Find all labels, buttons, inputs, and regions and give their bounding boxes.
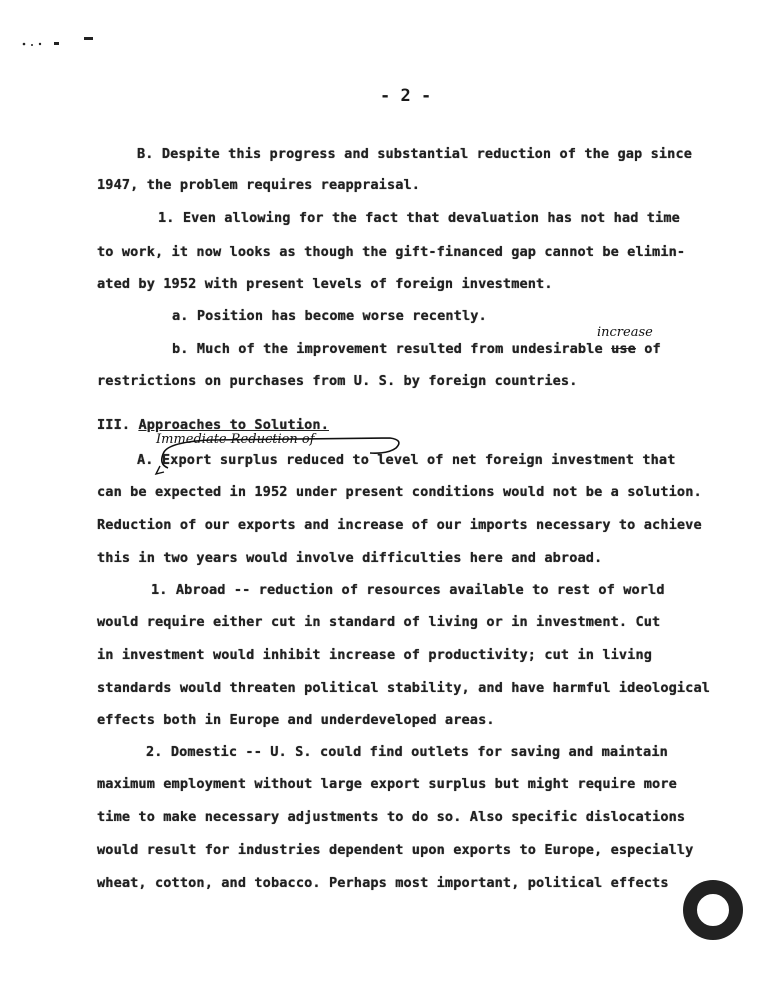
text-line: would result for industries dependent upon exports to Europe, especially	[97, 842, 694, 858]
text-line: 2. Domestic -- U. S. could find outlets for saving and maintain	[146, 744, 668, 760]
struck-word: use	[611, 341, 636, 357]
text-line: would require either cut in standard of living or in investment. Cut	[97, 614, 661, 630]
section-number: III.	[97, 417, 131, 433]
text-line: this in two years would involve difficulties here and abroad.	[97, 550, 603, 566]
text-fragment: would not be a solution.	[502, 484, 702, 500]
text-line: restrictions on purchases from U. S. by foreign countries.	[97, 373, 578, 389]
text-line: wheat, cotton, and tobacco. Perhaps most important, political effects	[97, 875, 669, 891]
text-line: a. Position has become worse recently.	[172, 308, 487, 324]
item-label: A.	[137, 452, 154, 468]
handwritten-insertion: increase	[597, 325, 653, 340]
text-fragment: Export surplus reduced to level of net foreign investment that	[161, 452, 676, 468]
text-fragment: of	[644, 341, 661, 357]
text-line: time to make necessary adjustments to do so. Also specific dislocations	[97, 809, 686, 825]
text-line	[172, 341, 661, 357]
text-line	[137, 452, 676, 468]
text-line: effects both in Europe and underdeveloped areas.	[97, 712, 495, 728]
text-line	[97, 484, 702, 500]
page-number: - 2 -	[380, 86, 432, 106]
text-line: B. Despite this progress and substantial reduction of the gap since	[137, 146, 693, 162]
text-line: Reduction of our exports and increase of our imports necessary to achieve	[97, 517, 702, 533]
archive-stamp-icon	[683, 880, 743, 940]
text-fragment: b. Much of the improvement resulted from undesirable	[172, 341, 603, 357]
text-line: ated by 1952 with present levels of foreign investment.	[97, 276, 553, 292]
text-line: maximum employment without large export surplus but might require more	[97, 776, 677, 792]
stamp-center	[695, 892, 731, 928]
handwritten-insertion: Immediate Reduction of	[156, 432, 315, 447]
text-fragment: can be expected in 1952 under present conditions	[97, 484, 495, 500]
text-line: in investment would inhibit increase of productivity; cut in living	[97, 647, 653, 663]
section-title: Approaches to Solution.	[138, 417, 329, 433]
text-line: 1947, the problem requires reappraisal.	[97, 177, 421, 193]
text-line: standards would threaten political stability, and have harmful ideological	[97, 680, 711, 696]
text-line: 1. Even allowing for the fact that devaluation has not had time	[158, 210, 680, 226]
text-line: to work, it now looks as though the gift-financed gap cannot be elimin-	[97, 244, 686, 260]
text-line: 1. Abroad -- reduction of resources available to rest of world	[151, 582, 665, 598]
scan-specks	[18, 32, 98, 52]
